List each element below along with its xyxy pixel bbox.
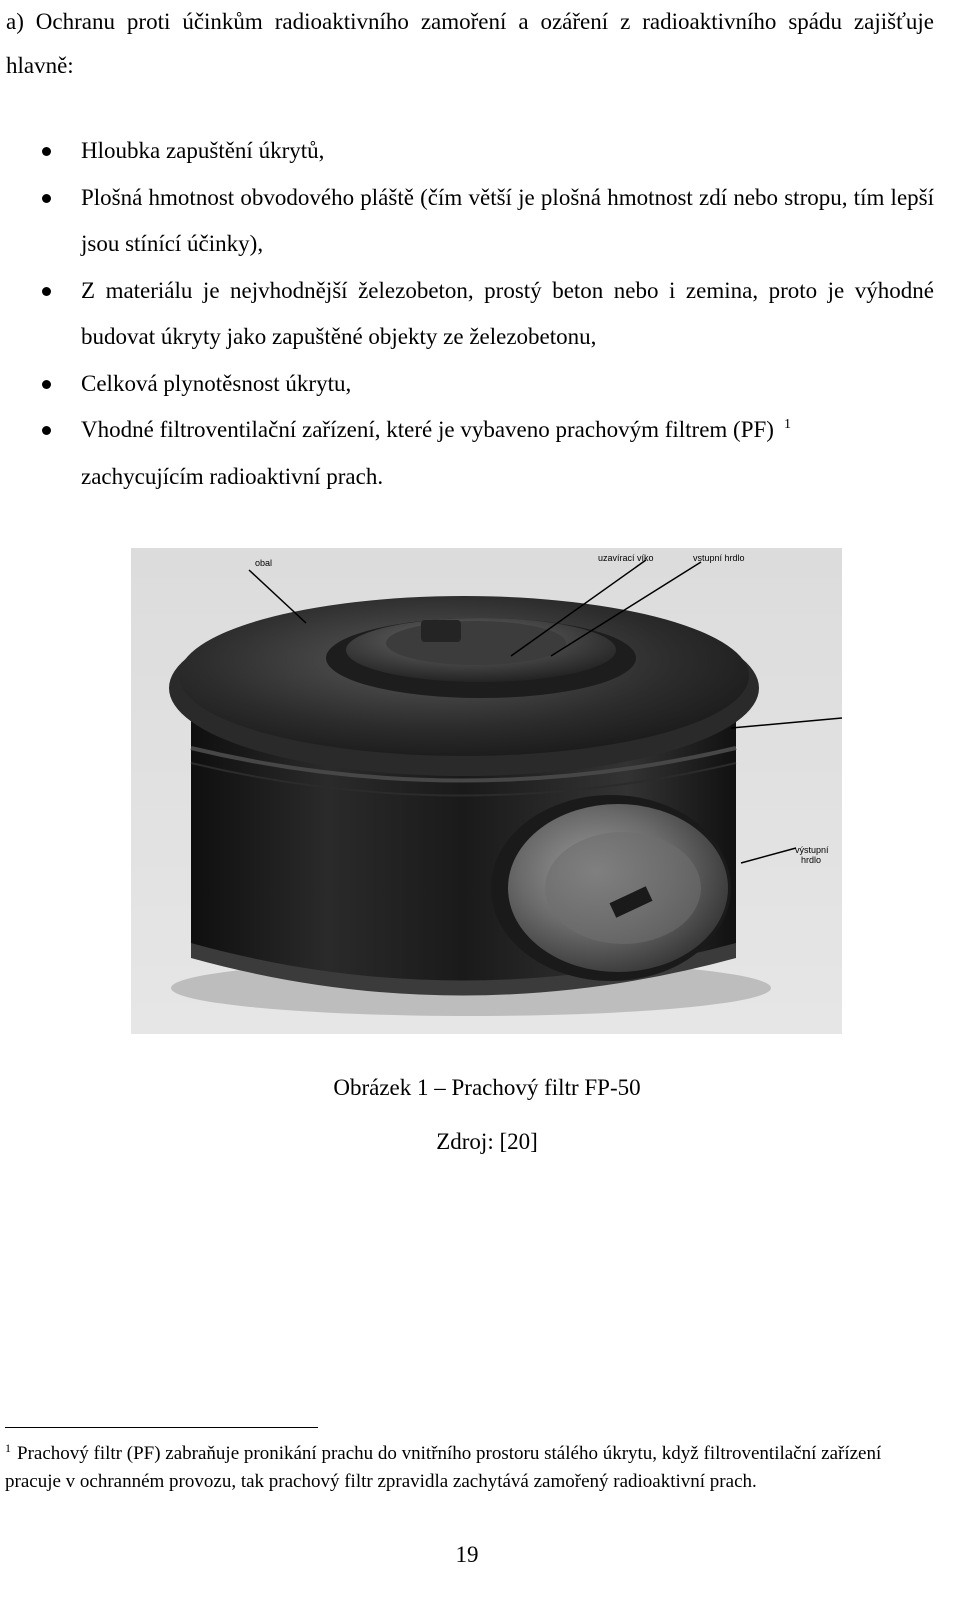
list-item <box>0 361 934 408</box>
page-number: 19 <box>455 1542 479 1567</box>
footnote-reference[interactable]: 1 <box>783 417 791 433</box>
intro-paragraph: a) Ochranu proti účinkům radioaktivního zamoření a ozáření z radioaktivního spádu zajišťuje hlavně: <box>6 9 934 78</box>
list-item-text: Celková plynotěsnost úkrytu, <box>81 370 352 396</box>
label-uzaviraci-viko: uzavírací víko <box>598 553 654 563</box>
label-vystupni: výstupní <box>795 845 829 855</box>
list-item <box>0 175 934 268</box>
filter-cap-inner <box>386 621 566 665</box>
outlet-port-inner <box>545 832 701 944</box>
bullet-icon <box>42 380 51 389</box>
footnote-text: Prachový filtr (PF) zabraňuje pronikání prachu do vnitřního prostoru stálého úkrytu, když filtroventilační zařízení pracuje v ochranném provozu, tak prachový filtr zpravidla zachytává zamořený radioaktivní prach. <box>5 1443 882 1492</box>
footnote <box>5 1440 925 1495</box>
list-item-text: Vhodné filtroventilační zařízení, které je vybaveno prachovým filtrem (PF) <box>81 417 774 442</box>
list-item <box>0 128 934 175</box>
list-item <box>0 407 934 500</box>
label-vstupni-hrdlo: vstupní hrdlo <box>693 553 745 563</box>
figure-caption: Obrázek 1 – Prachový filtr FP-50 <box>333 1075 641 1100</box>
list-item <box>0 268 934 361</box>
bullet-icon <box>42 287 51 296</box>
footnote-number: 1 <box>5 1440 11 1455</box>
bullet-icon <box>42 194 51 203</box>
label-obal: obal <box>255 558 273 568</box>
requirements-list <box>0 128 934 500</box>
bullet-icon <box>42 147 51 156</box>
list-item-text: Z materiálu je nejvhodnější železobeton, prostý beton nebo i zemina, proto je výhodné budovat úkryty jako zapuštěné objekty ze železobetonu, <box>81 277 934 349</box>
dust-filter-illustration <box>131 548 842 1034</box>
list-item-text: Plošná hmotnost obvodového pláště (čím větší je plošná hmotnost zdí nebo stropu, tím lepší jsou stínící účinky), <box>81 184 934 256</box>
list-item-text: Hloubka zapuštění úkrytů, <box>81 138 325 163</box>
figure-source: Zdroj: [20] <box>436 1129 538 1154</box>
label-hrdlo: hrdlo <box>801 855 822 865</box>
filter-cap-handle <box>421 620 461 642</box>
bullet-icon <box>42 426 51 435</box>
footnote-separator <box>5 1427 318 1428</box>
list-item-continuation: zachycujícím radioaktivní prach. <box>81 463 384 489</box>
filter-photo <box>131 548 842 1034</box>
